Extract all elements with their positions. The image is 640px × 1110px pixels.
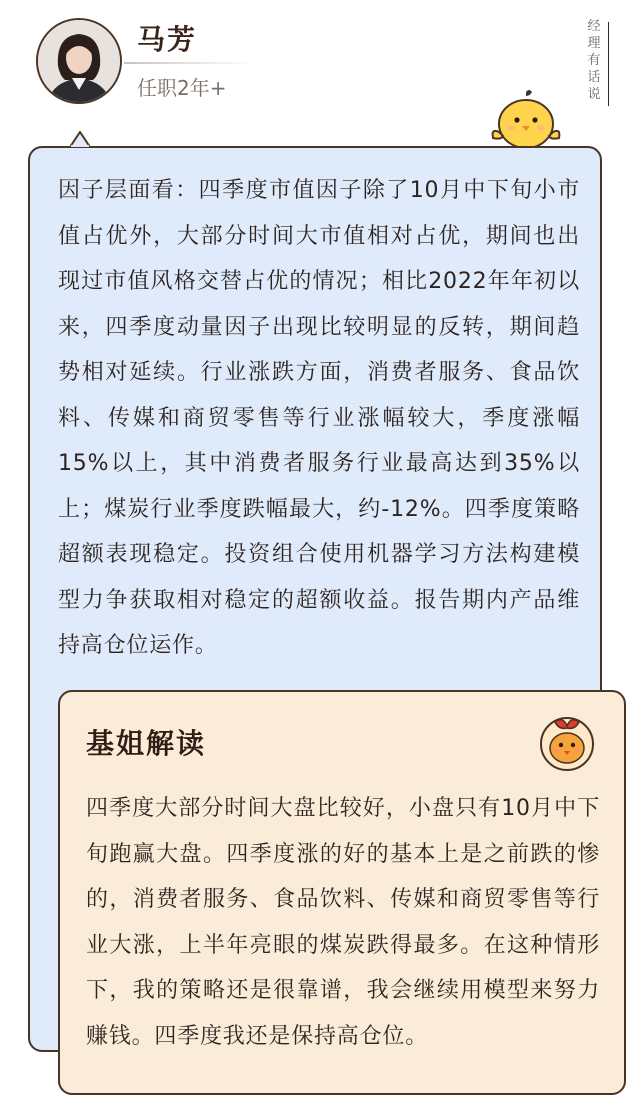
name-divider [124, 62, 254, 64]
tenure-label: 任职2年+ [137, 76, 227, 100]
avatar [36, 18, 122, 104]
manager-name: 马芳 [137, 23, 198, 56]
side-tag: 经理有话说 [587, 19, 601, 102]
interpretation-title: 基姐解读 [86, 727, 207, 760]
chick-mascot-icon [489, 88, 563, 150]
interpretation-text: 四季度大部分时间大盘比较好，小盘只有10月中下旬跑赢大盘。四季度涨的好的基本上是之前跌的惨的，消费者服务、食品饮料、传媒和商贸零售等行业大涨，上半年亮眼的煤炭跌得最多。在这种情形下，我的策略还是很靠谱，我会继续用模型来努力赚钱。四季度我还是保持高仓位。 [86, 796, 600, 1049]
avatar-photo [38, 20, 120, 102]
mascot-with-bow-icon [535, 710, 599, 774]
manager-comment-text: 因子层面看：四季度市值因子除了10月中下旬小市值占优外，大部分时间大市值相对占优，期间也出现过市值风格交替占优的情况；相比2022年年初以来，四季度动量因子出现比较明显的反转，期间趋势相对延续。行业涨跌方面，消费者服务、食品饮料、传媒和商贸零售等行业涨幅较大，季度涨幅15%以上，其中消费者服务行业最高达到35%以上；煤炭行业季度跌幅最大，约-12%。四季度策略超额表现稳定。投资组合使用机器学习方法构建模型力争获取相对稳定的超额收益。报告期内产品维持高仓位运作。 [58, 178, 580, 658]
bubble-tail [70, 131, 90, 147]
side-tag-divider [608, 22, 609, 106]
